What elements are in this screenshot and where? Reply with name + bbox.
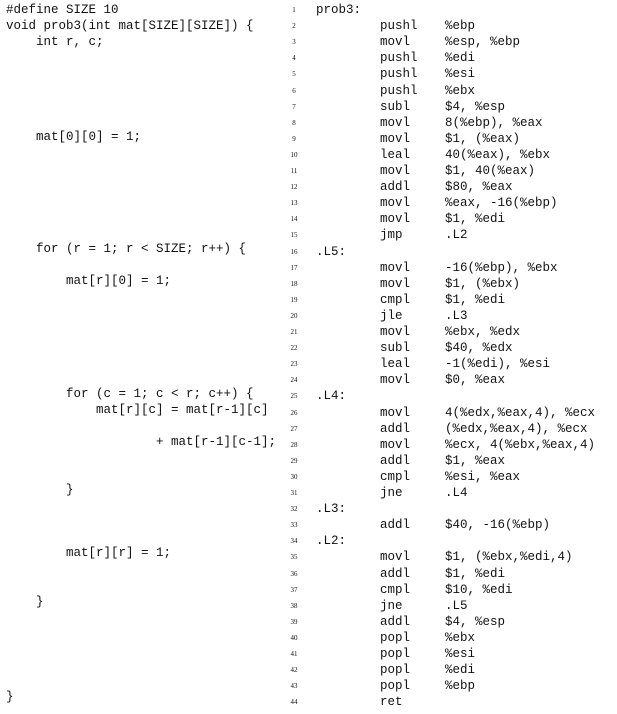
- asm-line-number: 3: [292, 38, 296, 47]
- asm-line-number: 23: [290, 360, 298, 369]
- asm-line-number: 13: [290, 199, 298, 208]
- asm-opcode: popl: [380, 647, 411, 661]
- asm-operands: $80, %eax: [445, 180, 513, 195]
- asm-opcode: pushl: [380, 67, 418, 82]
- c-line-declaration: int r, c;: [6, 35, 104, 49]
- asm-operands: .L5: [445, 598, 468, 613]
- asm-opcode: cmpl: [380, 469, 411, 484]
- c-line-define: #define SIZE 10: [6, 3, 119, 17]
- asm-line-number: 34: [290, 537, 298, 546]
- asm-opcode: movl: [380, 196, 411, 211]
- asm-operands: 4(%edx,%eax,4), %ecx: [445, 405, 596, 420]
- asm-opcode: movl: [380, 260, 411, 275]
- asm-opcode: addl: [380, 566, 411, 581]
- asm-label: prob3:: [316, 3, 362, 17]
- asm-label: .L4:: [316, 389, 347, 404]
- asm-line-number: 2: [292, 22, 296, 31]
- asm-line-number: 5: [292, 70, 296, 79]
- asm-opcode: movl: [380, 405, 411, 420]
- asm-line-number: 44: [290, 698, 298, 707]
- asm-line-number: 37: [290, 585, 298, 594]
- asm-line-number: 22: [290, 344, 298, 353]
- asm-operands: -1(%edi), %esi: [445, 357, 551, 372]
- asm-operands: %edi: [445, 51, 476, 66]
- asm-opcode: movl: [380, 131, 411, 146]
- c-line-init: mat[0][0] = 1;: [6, 130, 142, 144]
- asm-operands: %ebp: [445, 679, 476, 694]
- asm-opcode: pushl: [380, 83, 418, 98]
- asm-operands: %ebp: [445, 19, 476, 34]
- asm-line-number: 1: [292, 6, 296, 14]
- asm-line-number: 40: [290, 633, 298, 642]
- asm-line-number: 17: [290, 263, 298, 272]
- asm-opcode: popl: [380, 679, 411, 694]
- asm-opcode: subl: [380, 341, 411, 356]
- asm-operands: $1, (%ebx,%edi,4): [445, 550, 573, 565]
- asm-opcode: movl: [380, 276, 411, 291]
- c-line-row0: mat[r][0] = 1;: [6, 274, 172, 288]
- asm-operands: .L3: [445, 308, 468, 323]
- c-line-body2: + mat[r-1][c-1];: [6, 435, 277, 449]
- asm-opcode: movl: [380, 164, 411, 178]
- asm-line-number: 18: [290, 279, 298, 288]
- asm-operands: $0, %eax: [445, 373, 506, 388]
- asm-line-number: 25: [290, 392, 298, 401]
- asm-opcode: ret: [380, 695, 403, 710]
- asm-line-number: 11: [290, 167, 298, 175]
- asm-opcode: leal: [380, 147, 411, 162]
- asm-opcode: addl: [380, 518, 411, 533]
- asm-opcode: subl: [380, 99, 411, 114]
- asm-opcode: addl: [380, 421, 411, 436]
- c-line-for-r: for (r = 1; r < SIZE; r++) {: [6, 242, 247, 256]
- asm-operands: $4, %esp: [445, 614, 506, 629]
- asm-line-number: 29: [290, 456, 298, 465]
- asm-line-number: 10: [290, 150, 298, 159]
- asm-line-number: 30: [290, 472, 298, 481]
- c-line-diag: mat[r][r] = 1;: [6, 546, 172, 560]
- c-line-for-c: for (c = 1; c < r; c++) {: [6, 387, 254, 401]
- asm-opcode: addl: [380, 453, 411, 468]
- asm-line-number: 20: [290, 311, 298, 320]
- asm-line-number: 16: [290, 247, 298, 256]
- asm-line-number: 26: [290, 408, 298, 417]
- asm-operands: (%edx,%eax,4), %ecx: [445, 421, 588, 436]
- asm-operands: %esi: [445, 647, 476, 661]
- asm-line-number: 28: [290, 440, 298, 449]
- asm-line-number: 12: [290, 183, 298, 192]
- asm-line-number: 19: [290, 295, 298, 304]
- asm-label: .L3:: [316, 502, 347, 517]
- asm-line-number: 7: [292, 102, 296, 111]
- c-line-signature: void prob3(int mat[SIZE][SIZE]) {: [6, 19, 254, 33]
- asm-line-number: 36: [290, 569, 298, 578]
- asm-opcode: movl: [380, 373, 411, 388]
- asm-operands: %esp, %ebp: [445, 35, 521, 50]
- asm-operands: -16(%ebp), %ebx: [445, 260, 558, 275]
- asm-label: .L2:: [316, 534, 347, 549]
- asm-operands: $1, (%ebx): [445, 276, 521, 291]
- asm-line-number: 41: [290, 650, 298, 658]
- asm-operands: .L4: [445, 486, 468, 500]
- asm-operands: %esi, %eax: [445, 469, 521, 484]
- asm-operands: %eax, -16(%ebp): [445, 196, 558, 211]
- asm-opcode: movl: [380, 35, 411, 50]
- c-line-close-r: }: [6, 595, 44, 609]
- asm-opcode: jne: [380, 486, 403, 500]
- asm-line-number: 21: [290, 328, 298, 336]
- asm-line-number: 43: [290, 682, 298, 691]
- asm-line-number: 32: [290, 505, 298, 514]
- c-line-close-c: }: [6, 483, 74, 497]
- asm-line-number: 33: [290, 521, 298, 530]
- asm-operands: $40, -16(%ebp): [445, 518, 551, 533]
- asm-line-number: 8: [292, 118, 296, 127]
- asm-opcode: cmpl: [380, 582, 411, 597]
- asm-operands: $1, (%eax): [445, 131, 521, 146]
- asm-line-number: 27: [290, 424, 298, 433]
- asm-operands: .L2: [445, 228, 468, 243]
- asm-opcode: addl: [380, 614, 411, 629]
- asm-line-number: 9: [292, 134, 296, 143]
- asm-operands: %ebx: [445, 630, 476, 645]
- asm-operands: $1, %edi: [445, 292, 506, 307]
- asm-operands: $1, %edi: [445, 566, 506, 581]
- asm-opcode: addl: [380, 180, 411, 195]
- asm-opcode: movl: [380, 437, 411, 452]
- c-line-body1: mat[r][c] = mat[r-1][c]: [6, 403, 269, 417]
- asm-operands: 8(%ebp), %eax: [445, 115, 543, 130]
- asm-operands: $10, %edi: [445, 582, 513, 597]
- asm-opcode: movl: [380, 550, 411, 565]
- asm-opcode: movl: [380, 325, 411, 339]
- asm-operands: $1, %eax: [445, 453, 506, 468]
- asm-opcode: pushl: [380, 19, 418, 34]
- asm-operands: %ebx, %edx: [445, 325, 521, 339]
- asm-opcode: jne: [380, 598, 403, 613]
- asm-line-number: 4: [292, 54, 296, 63]
- asm-line-number: 15: [290, 231, 298, 240]
- asm-opcode: cmpl: [380, 292, 411, 307]
- asm-opcode: leal: [380, 357, 411, 372]
- c-line-close-fn: }: [6, 690, 14, 704]
- asm-opcode: jmp: [380, 228, 403, 243]
- asm-opcode: jle: [380, 308, 403, 323]
- asm-operands: %edi: [445, 663, 476, 678]
- asm-line-number: 31: [290, 489, 298, 497]
- asm-opcode: pushl: [380, 51, 418, 66]
- asm-operands: 40(%eax), %ebx: [445, 147, 551, 162]
- asm-line-number: 42: [290, 666, 298, 675]
- asm-opcode: movl: [380, 212, 411, 227]
- asm-operands: $40, %edx: [445, 341, 513, 356]
- asm-operands: $1, 40(%eax): [445, 164, 536, 178]
- asm-line-number: 24: [290, 376, 298, 385]
- asm-line-number: 38: [290, 601, 298, 610]
- asm-operands: %esi: [445, 67, 476, 82]
- asm-opcode: popl: [380, 663, 411, 678]
- asm-opcode: movl: [380, 115, 411, 130]
- asm-line-number: 6: [292, 86, 296, 95]
- asm-line-number: 39: [290, 617, 298, 626]
- asm-operands: %ecx, 4(%ebx,%eax,4): [445, 437, 596, 452]
- asm-operands: %ebx: [445, 83, 476, 98]
- asm-label: .L5:: [316, 244, 347, 259]
- asm-line-number: 35: [290, 553, 298, 562]
- asm-opcode: popl: [380, 630, 411, 645]
- asm-line-number: 14: [290, 215, 298, 224]
- asm-operands: $1, %edi: [445, 212, 506, 227]
- asm-operands: $4, %esp: [445, 99, 506, 114]
